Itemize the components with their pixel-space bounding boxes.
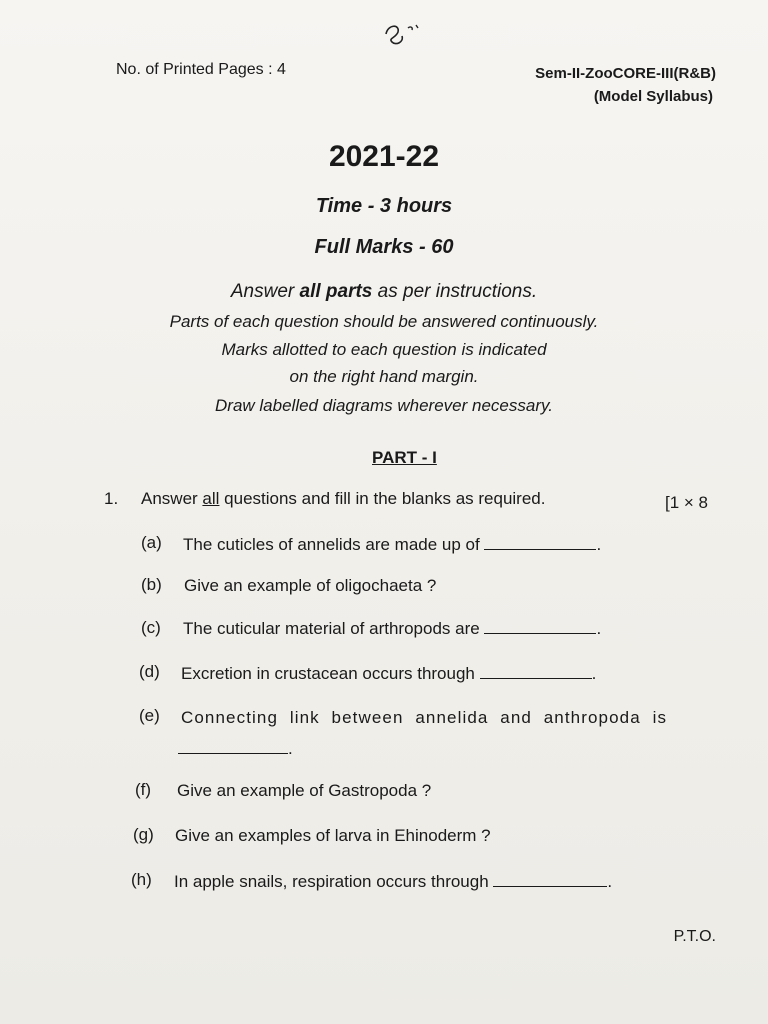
- printed-pages-count: No. of Printed Pages : 4: [116, 61, 286, 78]
- sub-question-label: (h): [131, 870, 152, 889]
- question-text: Answer all questions and fill in the blanks as required.: [141, 489, 546, 508]
- sub-question-label: (f): [135, 780, 152, 799]
- sub-question-label: (e): [139, 706, 160, 725]
- handwritten-mark: [380, 20, 440, 50]
- sub-question-text: The cuticles of annelids are made up of .: [183, 535, 602, 554]
- sub-question-label: (a): [141, 533, 162, 552]
- answer-blank: [480, 664, 592, 679]
- sub-question-text: Excretion in crustacean occurs through .: [181, 664, 597, 683]
- sub-question-continuation: .: [178, 739, 293, 759]
- course-code: Sem-II-ZooCORE-III(R&B): [535, 65, 716, 82]
- sub-question-text: Give an example of Gastropoda ?: [177, 781, 432, 800]
- answer-blank: [178, 739, 288, 754]
- instruction-line: Parts of each question should be answered continuously.: [169, 312, 599, 331]
- answer-blank: [493, 872, 607, 887]
- sub-question-text: Give an examples of larva in Ehinoderm ?: [175, 826, 491, 845]
- instruction-line: on the right hand margin.: [289, 367, 479, 386]
- instruction-line: Marks allotted to each question is indicated: [221, 340, 547, 359]
- sub-question-label: (d): [139, 662, 160, 681]
- answer-blank: [484, 619, 596, 634]
- exam-year: 2021-22: [328, 140, 440, 173]
- full-marks: Full Marks - 60: [314, 236, 454, 258]
- instruction-line: Draw labelled diagrams wherever necessary.: [215, 396, 553, 415]
- exam-time: Time - 3 hours: [315, 195, 453, 217]
- sub-question-text: Give an example of oligochaeta ?: [184, 576, 437, 595]
- part-title: PART - I: [372, 448, 437, 467]
- sub-question-label: (c): [141, 618, 161, 637]
- page-turn-over: P.T.O.: [673, 928, 716, 945]
- question-number: 1.: [104, 489, 119, 508]
- sub-question-text: The cuticular material of arthropods are .: [183, 619, 602, 638]
- main-instruction: Answer all parts as per instructions.: [230, 281, 538, 302]
- instruction-emphasis: all parts: [299, 281, 373, 302]
- answer-blank: [484, 535, 596, 550]
- sub-question-text: In apple snails, respiration occurs through .: [174, 872, 613, 891]
- sub-question-label: (b): [141, 575, 162, 594]
- sub-question-label: (g): [133, 825, 154, 844]
- sub-question-text: Connecting link between annelida and anthropoda is: [181, 708, 668, 727]
- question-marks: [1 × 8: [665, 493, 709, 512]
- question-emphasis: all: [202, 489, 220, 508]
- syllabus-label: (Model Syllabus): [593, 88, 713, 105]
